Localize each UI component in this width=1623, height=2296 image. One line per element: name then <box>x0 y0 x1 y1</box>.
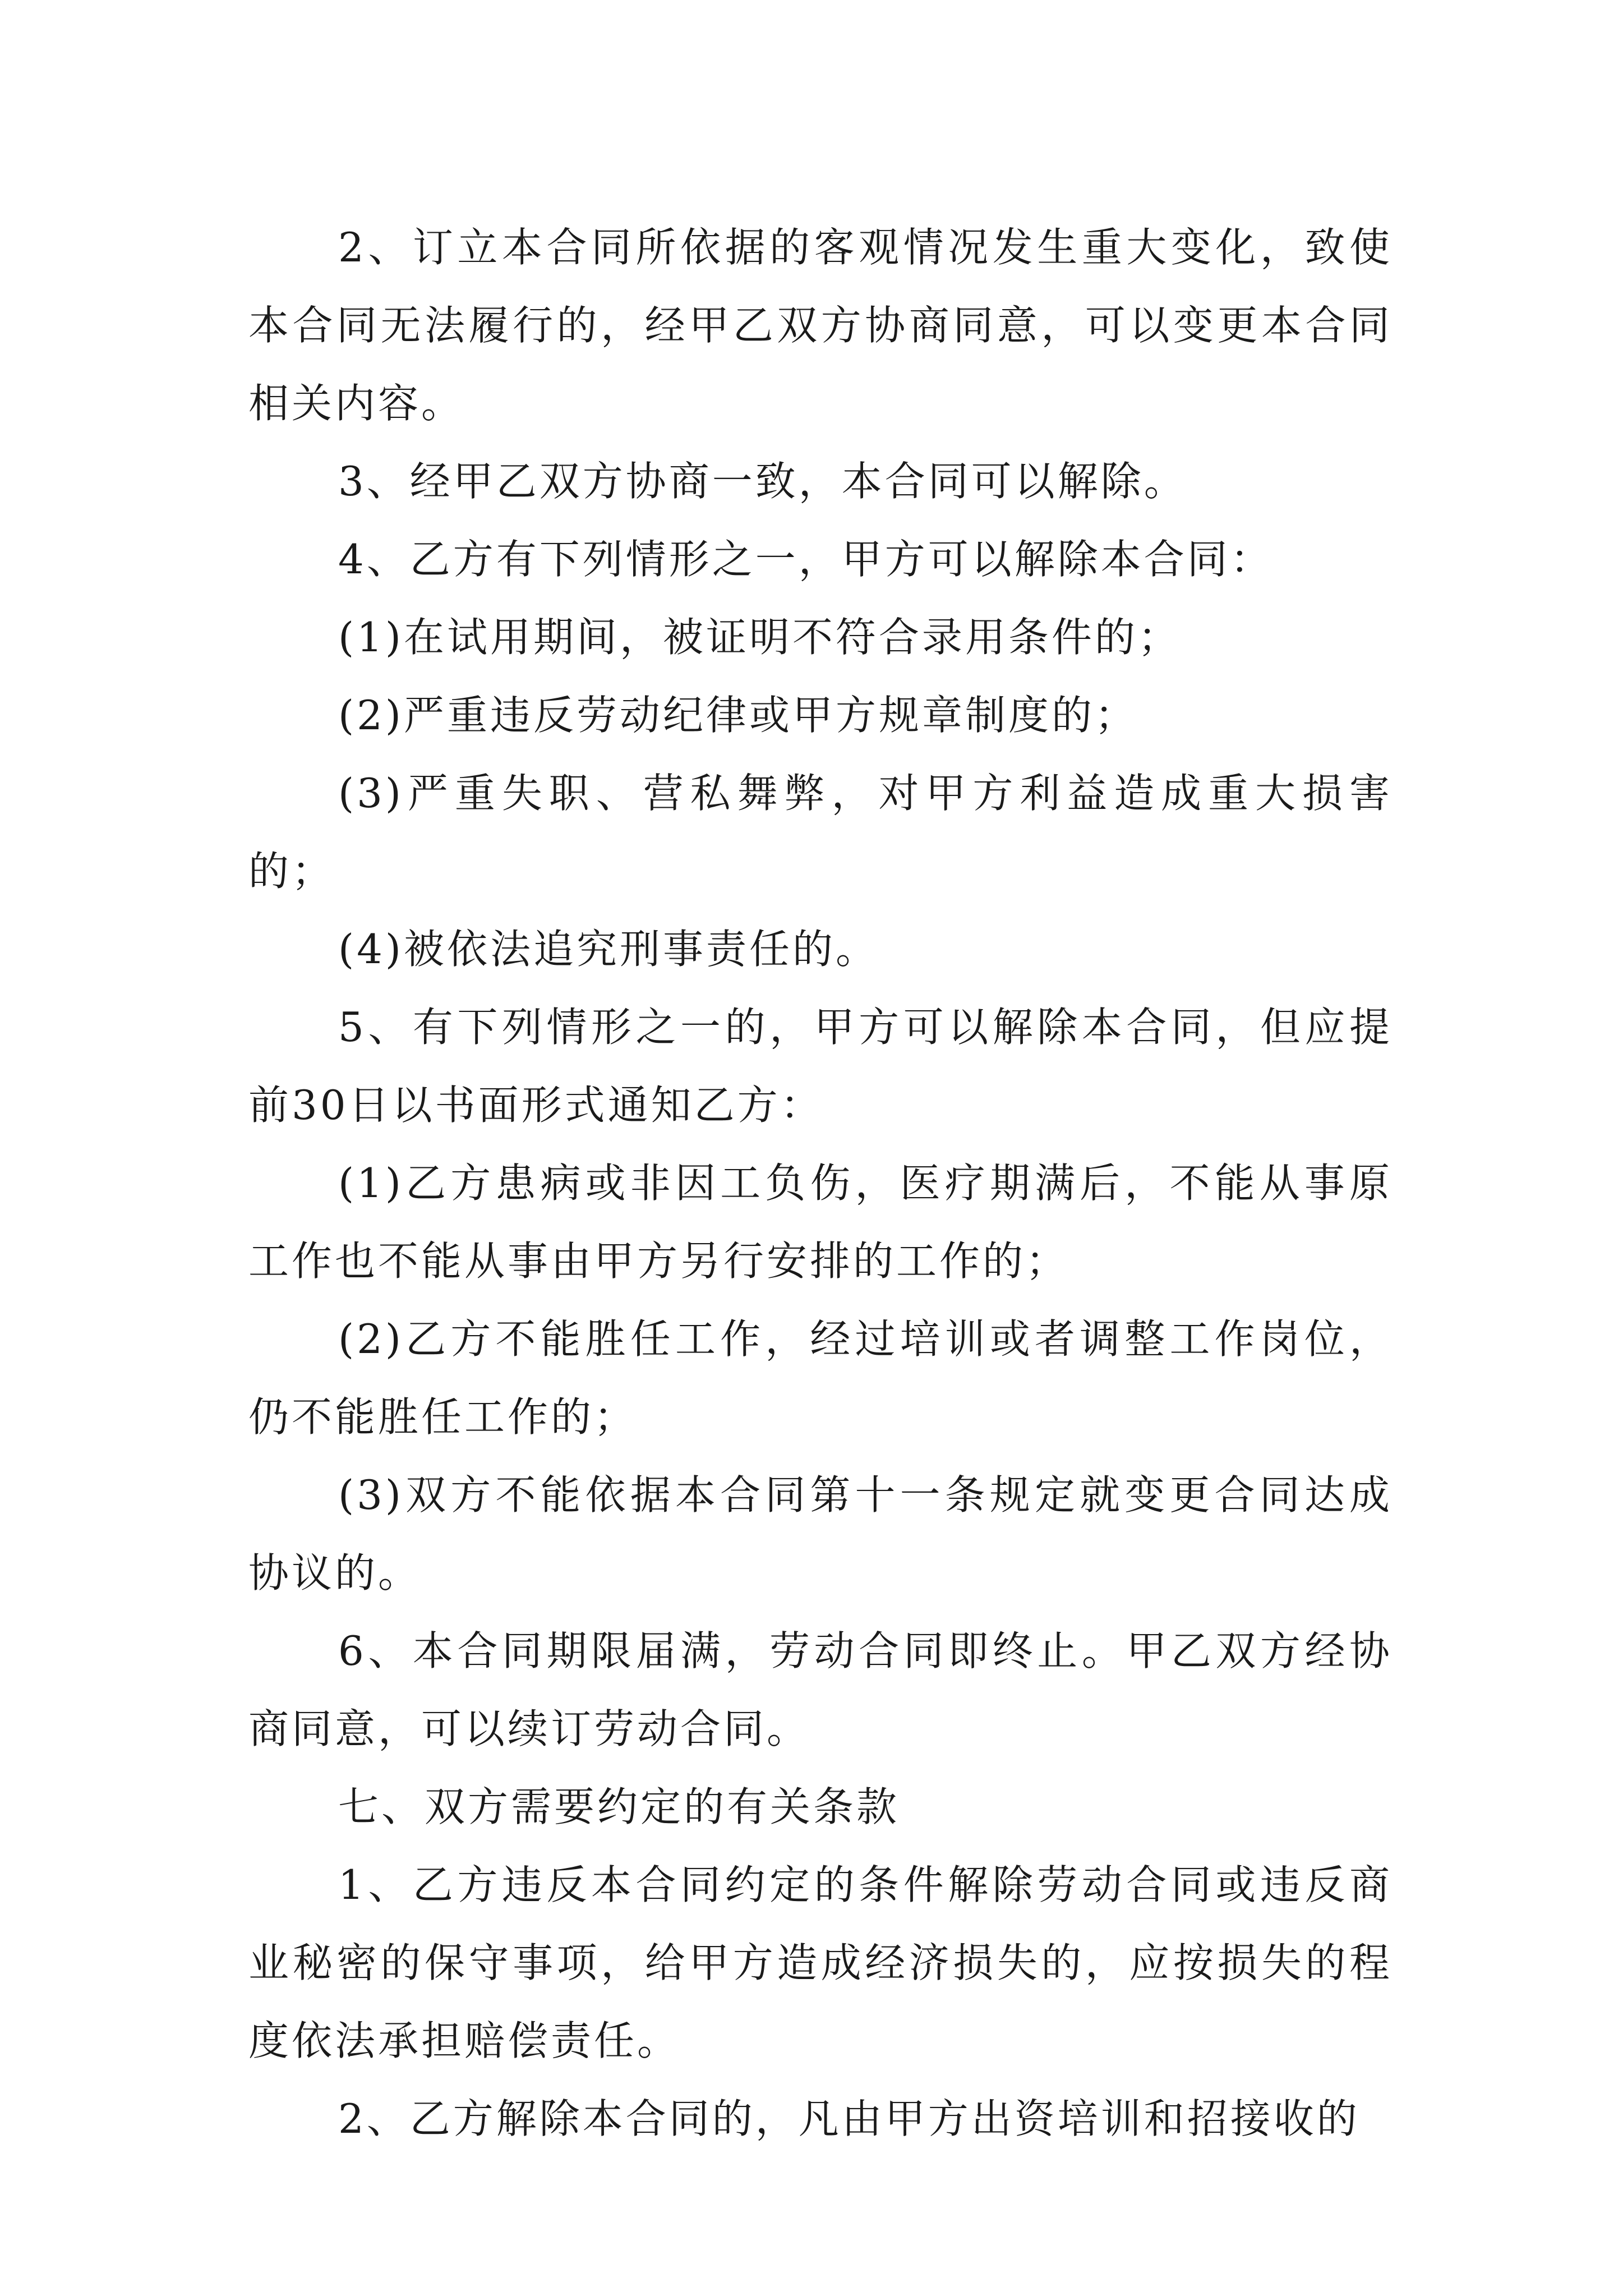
paragraph-clause-3-mutual-termination: 3、经甲乙双方协商一致，本合同可以解除。 <box>338 458 1187 505</box>
paragraph-clause-2-change: 2、订立本合同所依据的客观情况发生重大变化，致使本合同无法履行的，经甲乙双方协商同意，可以变更本合同相关内容。 <box>248 224 1393 427</box>
paragraph-clause-4-item-1: (1)在试用期间，被证明不符合录用条件的； <box>338 614 1181 661</box>
paragraph-clause-5-item-2: (2)乙方不能胜任工作，经过培训或者调整工作岗位，仍不能胜任工作的； <box>248 1315 1393 1441</box>
paragraph-clause-4-item-3: (3)严重失职、营私舞弊，对甲方利益造成重大损害的； <box>248 770 1393 895</box>
paragraph-clause-5-notice: 5、有下列情形之一的，甲方可以解除本合同，但应提前30日以书面形式通知乙方： <box>248 1004 1393 1129</box>
document-body <box>248 209 1393 2158</box>
paragraph-clause-6-expiry: 6、本合同期限届满，劳动合同即终止。甲乙双方经协商同意，可以续订劳动合同。 <box>248 1627 1393 1752</box>
section-heading-7: 七、双方需要约定的有关条款 <box>338 1783 900 1830</box>
paragraph-clause-4-item-2: (2)严重违反劳动纪律或甲方规章制度的； <box>338 692 1138 739</box>
paragraph-clause-5-item-3: (3)双方不能依据本合同第十一条规定就变更合同达成协议的。 <box>248 1471 1393 1596</box>
paragraph-section-7-clause-1: 1、乙方违反本合同约定的条件解除劳动合同或违反商业秘密的保守事项，给甲方造成经济损失的，应按损失的程度依法承担赔偿责任。 <box>248 1861 1393 2064</box>
paragraph-section-7-clause-2: 2、乙方解除本合同的，凡由甲方出资培训和招接收的 <box>338 2095 1360 2142</box>
paragraph-clause-5-item-1: (1)乙方患病或非因工负伤，医疗期满后，不能从事原工作也不能从事由甲方另行安排的工作的； <box>248 1159 1393 1285</box>
paragraph-clause-4-employer-termination: 4、乙方有下列情形之一，甲方可以解除本合同： <box>338 536 1274 583</box>
paragraph-clause-4-item-4: (4)被依法追究刑事责任的。 <box>338 926 879 973</box>
